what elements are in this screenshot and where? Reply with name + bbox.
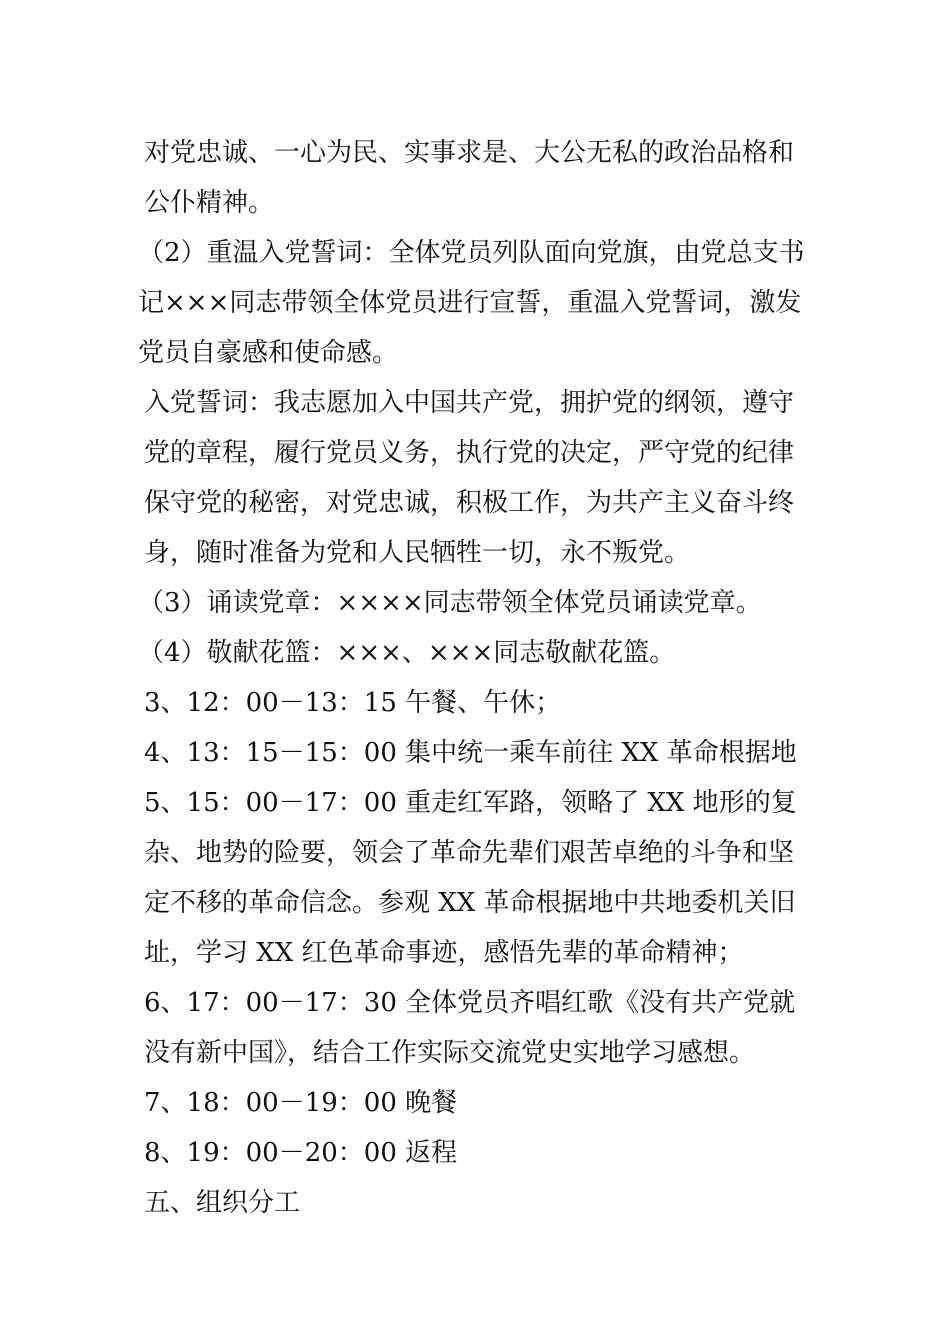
schedule-item-7: 7、18：00－19：00 晚餐 (144, 1088, 458, 1118)
schedule-item-8: 8、19：00－20：00 返程 (144, 1138, 458, 1168)
paragraph-oath-text: 入党誓词：我志愿加入中国共产党，拥护党的纲领，遵守党的章程，履行党员义务，执行党的决定，严守党的纪律保守党的秘密，对党忠诚，积极工作，为共产主义奋斗终身，随时准备为党和人民牺牲一切，永不叛党。 (144, 388, 795, 568)
schedule-item-3: 3、12：00－13：15 午餐、午休； (144, 688, 562, 718)
schedule-item-4: 4、13：15－15：00 集中统一乘车前往 XX 革命根据地 (144, 738, 797, 768)
paragraph-1: 对党忠诚、一心为民、实事求是、大公无私的政治品格和公仆精神。 (144, 138, 795, 218)
paragraph-oath-review: （2）重温入党誓词：全体党员列队面向党旗，由党总支书记×××同志带领全体党员进行宣誓，重温入党誓词，激发党员自豪感和使命感。 (138, 238, 805, 368)
schedule-item-5: 5、15：00－17：00 重走红军路，领略了 XX 地形的复杂、地势的险要，领会了革命先辈们艰苦卓绝的斗争和坚定不移的革命信念。参观 XX 革命根据地中共地委机关旧址，学习 XX 红色革命事迹，感悟先辈的革命精神； (144, 788, 797, 968)
section-heading-organization: 五、组织分工 (144, 1188, 301, 1218)
schedule-item-6: 6、17：00－17：30 全体党员齐唱红歌《没有共产党就没有新中国》，结合工作实际交流党史实地学习感想。 (144, 988, 796, 1068)
paragraph-read-charter: （3）诵读党章：××××同志带领全体党员诵读党章。 (138, 588, 762, 618)
paragraph-flower-basket: （4）敬献花篮：×××、×××同志敬献花篮。 (138, 638, 676, 668)
document-body (138, 128, 810, 1228)
